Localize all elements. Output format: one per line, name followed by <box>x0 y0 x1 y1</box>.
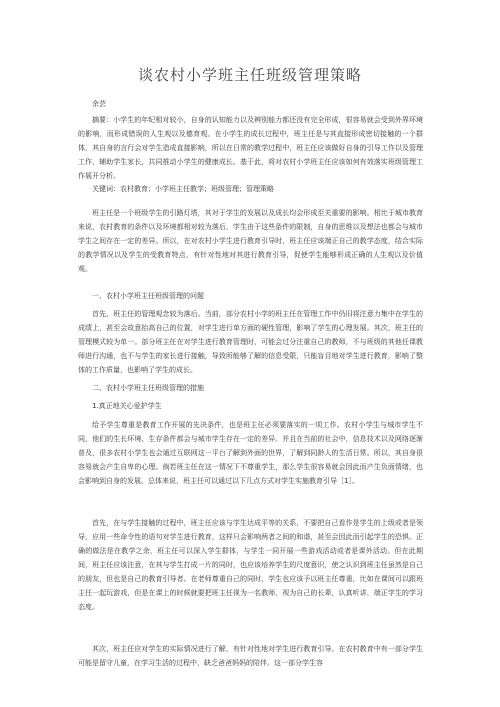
intro-paragraph: 班主任是一个班级学生的引路灯塔，其对于学生的发展以及成长均会形成至关重要的影响。相比于城市教育来说，农村教育的条件以及环境都相对较为落后，学生由于这些条件的限制，自身的思维以及想法也都会与城市学生之间存在一定的差异。所以，在对农村小学生进行教育引导时，班主任应该端正自己的教学态度，结合实际的教学情况以及学生的受教育特点，有针对性地对其进行教育引导，促使学生能够形成正确的人生观以及价值观。 <box>78 209 423 273</box>
section-heading-2: 二、农村小学班主任班级管理的措施 <box>92 384 204 392</box>
paragraph-2: 给予学生尊重是教育工作开展的先决条件，也是班主任必须要落实的一项工作。农村小学生与城市学生不同，他们的生长环境、生存条件都会与城市学生存在一定的差异。并且在当前的社会中，信息技术以及网络逐渐普及，很多农村小学生也会通过互联网这一平台了解到外面的世界，了解到同龄人的生活日常。所以，其自身很容易就会产生自卑的心理。倘若班主任在这一情况下不尊重学生，那么学生很容易就会因此而产生负面情绪，也会影响到自身的发展。总体来说，班主任可以通过以下几点方式对学生实施教育引导［1］。 <box>78 421 423 485</box>
author: 余芸 <box>92 100 106 108</box>
paragraph-3: 首先，在与学生接触的过程中，班主任应该与学生达成平等的关系，不要把自己看作是学生的上级或者是领导，应用一些命令性的语句对学生进行教育，这样只会影响两者之间的和谐，甚至会因此而引起学生的恐惧。正确的做法是在教学之余，班主任可以深入学生群体，与学生一同开展一些游戏活动或者是课外活动。但在此期间，班主任应该注意，在其与学生打成一片的同时，也应该培养学生的尺度意识，使之认识到班主任虽然是自己的朋友，但也是自己的教育引导者。在老师尊重自己的同时，学生也应该予以班主任尊重，比如在课间可以跟班主任一起玩游戏，但是在课上的时候就要把班主任视为一名教师，视为自己的长辈，认真听讲，端正学生的学习态度。 <box>78 519 423 611</box>
paragraph-4: 其次，班主任应对学生的实际情况进行了解，有针对性地对学生进行教育引导。在农村教育中有一部分学生可能是留守儿童，在学习生活的过程中，缺乏爸爸妈妈的陪伴。这一部分学生容 <box>78 645 423 667</box>
paragraph-1: 首先，班主任的管理观念较为落后。当前，部分农村小学的班主任在管理工作中仍旧将注意力集中在学生的成绩上，甚至会故意抬高自己的位置，对学生进行单方面的硬性管理，影响了学生的心理发展。其次，班主任的管理模式较为单一。部分班主任在对学生进行教育管理时，可能会过分注重自己的教师，不与班级的其他任课教师进行沟通，也不与学生的家长进行接触，导致所能够了解的信息受限，只能盲目地对学生进行教育，影响了整体的工作质量，也影响了学生的成长。 <box>78 310 423 374</box>
abstract: 摘要：小学生的年纪相对较小，自身的认知能力以及辨别能力都还没有完全形成，很容易就会受到外界环境的影响，而形成错误的人生观以及德育观。在小学生的成长过程中，班主任是与其直接形成密切接触的一个群体，其自身的言行会对学生造成直接影响，所以在日常的教学过程中，班主任应该做好自身的引导工作以及管理工作，辅助学生家长，共同推动小学生的健康成长。基于此，将对农村小学班主任应该如何有效落实班级管理工作展开分析。 <box>78 116 423 180</box>
document-title: 谈农村小学班主任班级管理策略 <box>137 66 362 84</box>
subsection-heading-1: 1.真正地关心爱护学生 <box>92 402 162 410</box>
keywords: 关键词：农村教育；小学班主任教学；班级管理；管理策略 <box>92 185 274 193</box>
section-heading-1: 一、农村小学班主任班级管理的问题 <box>92 292 204 300</box>
